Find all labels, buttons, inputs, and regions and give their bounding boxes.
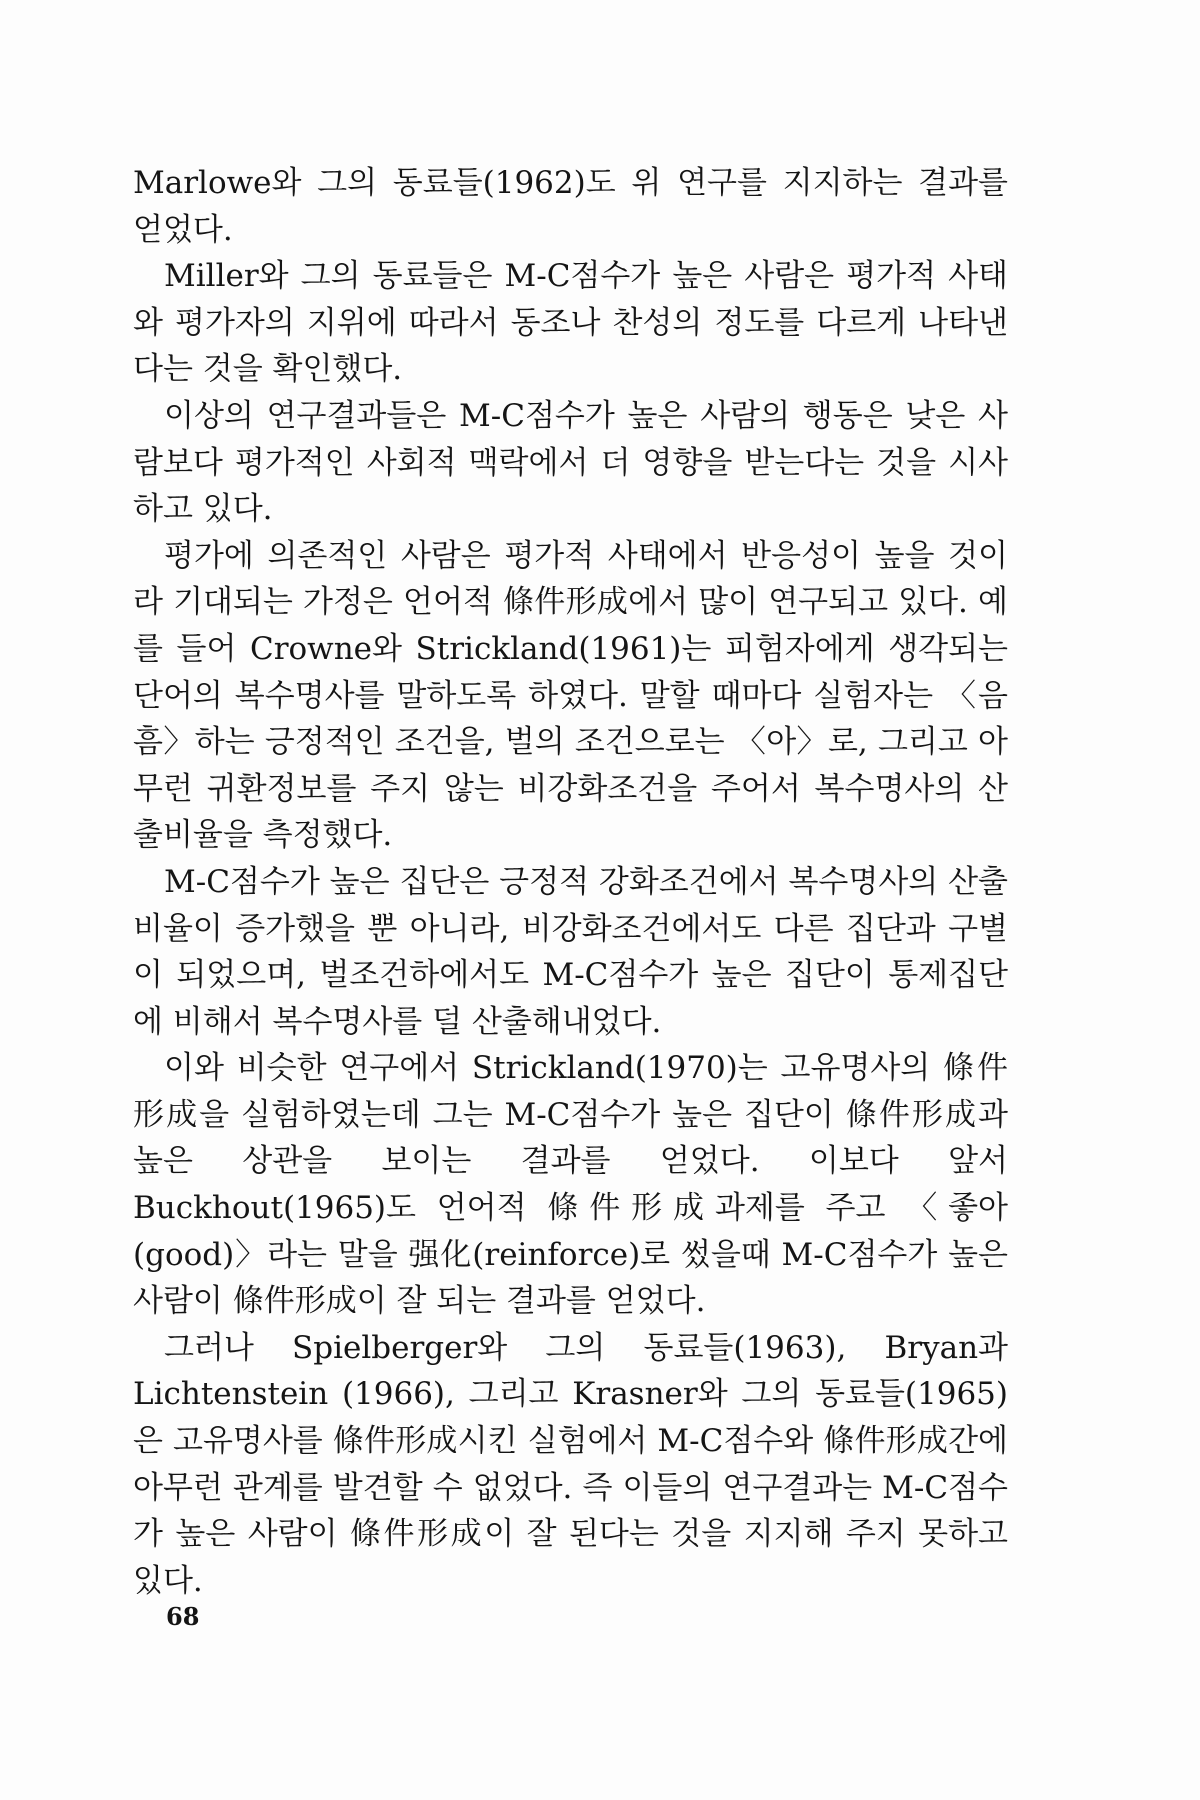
paragraph-2: Miller와 그의 동료들은 M-C점수가 높은 사람은 평가적 사태와 평가자의 지위에 따라서 동조나 찬성의 정도를 다르게 나타낸다는 것을 확인했다. [133, 258, 1008, 388]
paragraph-4: 평가에 의존적인 사람은 평가적 사태에서 반응성이 높을 것이라 기대되는 가정은 언어적 條件形成에서 많이 연구되고 있다. 예를 들어 Crowne와 Strickland(1961)는 피험자에게 생각되는 단어의 복수명사를 말하도록 하였다. 말할 때마다 실험자는 〈음흠〉하는 긍정적인 조건을, 벌의 조건으로는 〈아〉로, 그리고 아무런 귀환정보를 주지 않는 비강화조건을 주어서 복수명사의 산출비율을 측정했다. [133, 537, 1008, 854]
body-text [133, 160, 1008, 1604]
paragraph-1: Marlowe와 그의 동료들(1962)도 위 연구를 지지하는 결과를 얻었다. [133, 165, 1008, 248]
paragraph-3: 이상의 연구결과들은 M-C점수가 높은 사람의 행동은 낮은 사람보다 평가적인 사회적 맥락에서 더 영향을 받는다는 것을 시사하고 있다. [133, 397, 1008, 528]
page-number: 68 [166, 1602, 200, 1631]
paragraph-6: 이와 비슷한 연구에서 Strickland(1970)는 고유명사의 條件形成을 실험하였는데 그는 M-C점수가 높은 집단이 條件形成과 높은 상관을 보이는 결과를 얻었다. 이보다 앞서 Buckhout(1965)도 언어적 條件形成과제를 주고 〈좋아(good)〉라는 말을 强化(reinforce)로 썼을때 M-C점수가 높은 사람이 條件形成이 잘 되는 결과를 얻었다. [133, 1050, 1008, 1320]
paragraph-5: M-C점수가 높은 집단은 긍정적 강화조건에서 복수명사의 산출비율이 증가했을 뿐 아니라, 비강화조건에서도 다른 집단과 구별이 되었으며, 벌조건하에서도 M-C점수가 높은 집단이 통제집단에 비해서 복수명사를 덜 산출해내었다. [133, 863, 1008, 1040]
paragraph-7: 그러나 Spielberger와 그의 동료들(1963), Bryan과 Lichtenstein (1966), 그리고 Krasner와 그의 동료들(1965)은 고유명사를 條件形成시킨 실험에서 M-C점수와 條件形成간에 아무런 관계를 발견할 수 없었다. 즉 이들의 연구결과는 M-C점수가 높은 사람이 條件形成이 잘 된다는 것을 지지해 주지 못하고 있다. [133, 1329, 1008, 1599]
